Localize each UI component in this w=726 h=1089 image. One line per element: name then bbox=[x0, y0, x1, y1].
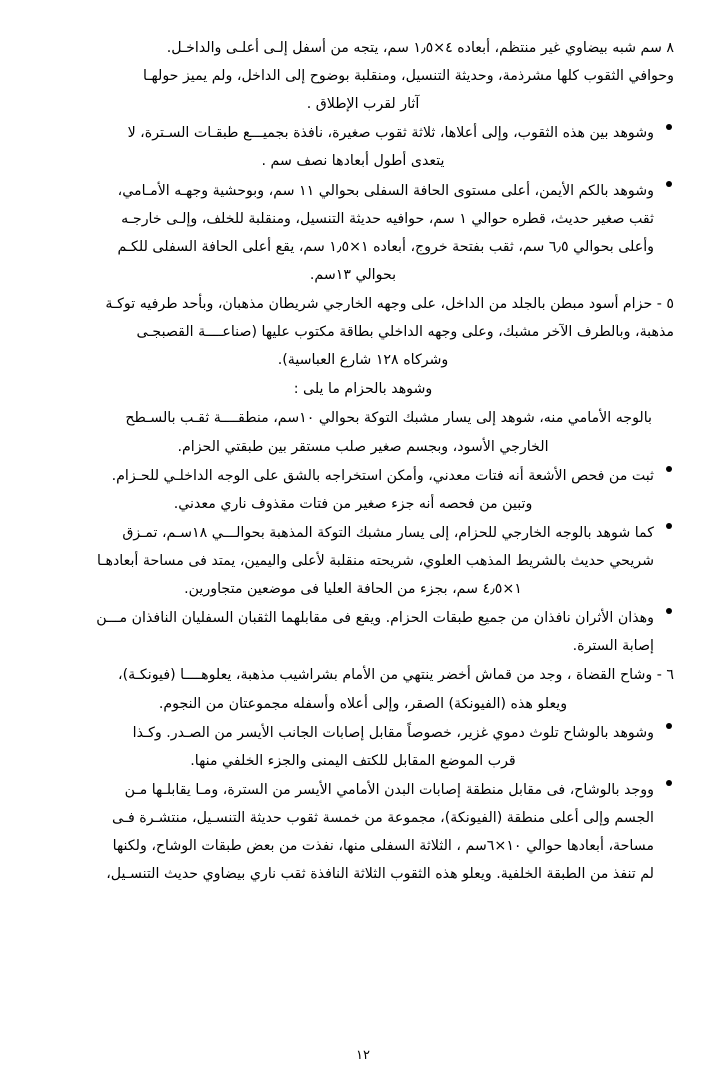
text-line: كما شوهد بالوجه الخارجي للحزام، إلى يسار مشبك التوكة المذهبة بحوالـــي ١٨سـم، تمـزق bbox=[122, 524, 654, 541]
bullet-icon bbox=[666, 608, 672, 614]
list-item bbox=[52, 119, 674, 175]
text-line: مذهبة، وبالطرف الآخر مشبك، وعلى وجهه الداخلي بطاقة مكتوب عليها (صناعــــة القصبجـى bbox=[136, 324, 674, 341]
text-line: وأعلى بحوالي ٦٫٥ سم، ثقب بفتحة خروج، أبعاده ١×١٫٥ سم، يقع أعلى الحافة السفلى للكـم bbox=[117, 238, 654, 255]
text-line: مساحة، أبعادها حوالي ١٠×٦سم ، الثلاثة السفلى منها، نفذت من بعض طبقات الوشاح، ولكنها bbox=[112, 838, 654, 855]
text-line: وشوهد بالكم الأيمن، أعلى مستوى الحافة السفلى بحوالي ١١ سم، وبوحشية وجهـه الأمـامي، bbox=[117, 182, 654, 199]
text-line: إصابة السترة. bbox=[572, 638, 654, 655]
bullet-icon bbox=[666, 466, 672, 472]
list-item bbox=[52, 519, 674, 603]
list-item bbox=[52, 604, 674, 660]
text-line: يتعدى أطول أبعادها نصف سم . bbox=[261, 153, 445, 170]
text-line: شريحي حديث بالشريط المذهب العلوي، شريحته منقلبة لأعلى واليمين، يمتد فى مساحة أبعادهـا bbox=[97, 552, 654, 569]
text-line: ٦ - وشاح القضاة ، وجد من قماش أخضر ينتهي من الأمام بشراشيب مذهبة، يعلوهــــا (فيونكـة)، bbox=[118, 667, 674, 684]
text-line: وشركاه ١٢٨ شارع العباسية). bbox=[277, 352, 449, 369]
text-line: ثبت من فحص الأشعة أنه فتات معدني، وأمكن استخراجه بالشق على الوجه الداخلـي للحـزام. bbox=[111, 467, 654, 484]
text-line: ثقب صغير حديث، قطره حوالي ١ سم، حوافيه حديثة التنسيل، ومنقلبة للخلف، وإلـى خارجـه bbox=[121, 210, 654, 227]
list-item bbox=[52, 375, 674, 403]
text-line: قرب الموضع المقابل للكتف اليمنى والجزء الخلفي منها. bbox=[190, 752, 516, 769]
bullet-icon bbox=[666, 124, 672, 130]
paragraph bbox=[52, 34, 674, 118]
bullet-icon bbox=[666, 723, 672, 729]
text-line: وهذان الأثران نافذان من جميع طبقات الحزام. ويقع فى مقابلهما الثقبان السفليان النافذان مـــن bbox=[96, 610, 654, 627]
list-item bbox=[52, 462, 674, 518]
text-line: ٨ سم شبه بيضاوي غير منتظم، أبعاده ٤×١٫٥ سم، يتجه من أسفل إلـى أعلـى والداخـل. bbox=[166, 40, 674, 56]
list-item bbox=[52, 776, 674, 888]
text-line: وحوافي الثقوب كلها مشرذمة، وحديثة التنسيل، ومنقلبة بوضوح إلى الداخل، ولم يميز حولهـا bbox=[143, 68, 674, 85]
text-line: بحوالي ١٣سم. bbox=[309, 266, 397, 283]
text-line: الخارجي الأسود، وبجسم صغير صلب مستقر بين طبقتي الحزام. bbox=[177, 438, 549, 455]
text-line: الجسم وإلى أعلى منطقة (الفيونكة)، مجموعة من خمسة ثقوب حديثة التنسـيل، منتشـرة فـى bbox=[111, 809, 654, 826]
text-line: ووجد بالوشاح، فى مقابل منطقة إصابات البدن الأمامي الأيسر من السترة، ومـا يقابلـها مـن bbox=[124, 781, 654, 798]
text-line: ١×٤٫٥ سم، بجزء من الحافة العليا فى موضعين متجاورين. bbox=[184, 581, 522, 598]
bullet-icon bbox=[666, 181, 672, 187]
text-line: وشوهد بالحزام ما يلى : bbox=[293, 381, 433, 398]
text-line: بالوجه الأمامي منه، شوهد إلى يسار مشبك التوكة بحوالي ١٠سم، منطقــــة ثقـب بالسـطح bbox=[125, 410, 652, 427]
page-number: ١٢ bbox=[356, 1048, 370, 1063]
bullet-icon bbox=[666, 780, 672, 786]
paragraph bbox=[52, 404, 674, 460]
numbered-item bbox=[52, 661, 674, 717]
bullet-icon bbox=[666, 523, 672, 529]
list-item bbox=[52, 177, 674, 289]
text-line: ويعلو هذه (الفيونكة) الصقر، وإلى أعلاه وأسفله مجموعتان من النجوم. bbox=[158, 695, 568, 712]
numbered-item bbox=[52, 290, 674, 374]
document-body bbox=[52, 34, 674, 888]
text-line: لم تنفذ من الطبقة الخلفية. ويعلو هذه الثقوب الثلاثة النافذة ثقب ناري بيضاوي حديث التنسـيل، bbox=[106, 866, 654, 883]
list-item bbox=[52, 719, 674, 775]
text-line: آثار لقرب الإطلاق . bbox=[306, 96, 420, 113]
text-line: ٥ - حزام أسود مبطن بالجلد من الداخل، على وجهه الخارجي شريطان مذهبان، وبأحد طرفيه توكـة bbox=[105, 295, 674, 312]
text-line: وشوهد بالوشاح تلوث دموي غزير، خصوصاً مقابل إصابات الجانب الأيسر من الصـدر. وكـذا bbox=[132, 724, 654, 741]
text-line: وشوهد بين هذه الثقوب، وإلى أعلاها، ثلاثة ثقوب صغيرة، نافذة بجميـــع طبقـات السـترة، لا bbox=[127, 125, 654, 142]
text-line: وتبين من فحصه أنه جزء صغير من فتات مقذوف ناري معدني. bbox=[173, 495, 533, 512]
